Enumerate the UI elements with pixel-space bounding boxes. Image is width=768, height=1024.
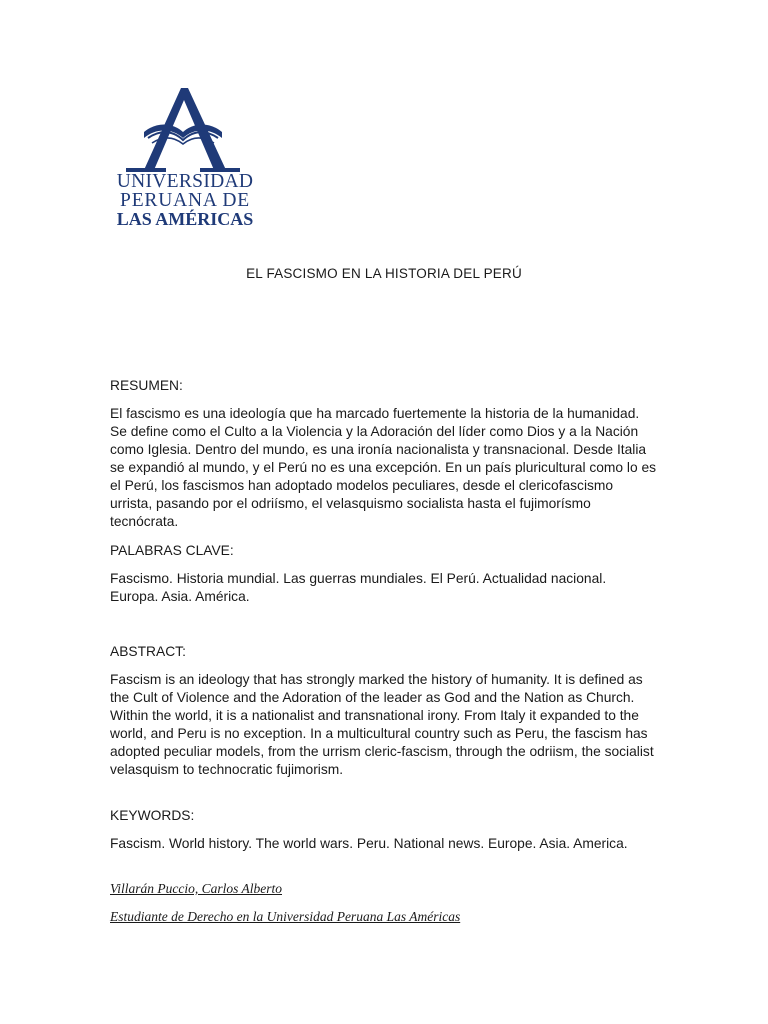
logo-a-book-icon — [108, 86, 258, 176]
keywords-heading: KEYWORDS: — [110, 808, 195, 823]
document-title: EL FASCISMO EN LA HISTORIA DEL PERÚ — [246, 266, 522, 281]
keywords-paragraph: Fascism. World history. The world wars. Peru. National news. Europe. Asia. America. — [110, 836, 628, 851]
abstract-heading: ABSTRACT: — [110, 644, 186, 659]
author-affiliation: Estudiante de Derecho en la Universidad Peruana Las Américas — [110, 909, 461, 924]
abstract-paragraph: Fascism is an ideology that has strongly marked the history of humanity. It is defined as the Cult of Violence and the Adoration of the leader as God and the Nation as Church. Within the world, it is a nationalist and transnational irony. From Italy it expanded to the world, and Peru is no exception. In a multicultural country such as Peru, the fascism has adopted peculiar models, from the urrism cleric-fascism, through the odriism, the socialist velasquism to technocratic fujimorism. — [110, 672, 654, 777]
logo-text-line1: UNIVERSIDAD — [116, 171, 254, 192]
palabras-clave-heading: PALABRAS CLAVE: — [110, 543, 234, 558]
palabras-clave-text — [110, 570, 658, 606]
logo-text-line2: PERUANA DE — [120, 190, 250, 211]
resumen-text — [110, 405, 658, 531]
author-name: Villarán Puccio, Carlos Alberto — [110, 881, 282, 896]
resumen-paragraph: El fascismo es una ideología que ha marcado fuertemente la historia de la humanidad. Se define como el Culto a la Violencia y la Adoración del líder como Dios y a la Nación como Iglesia. Dentro del mundo, es una ironía nacionalista y transnacional. Desde Italia se expandió al mundo, y el Perú no es una excepción. En un país pluricultural como lo es el Perú, los fascismos han adoptado modelos peculiares, desde el clericofascismo urrista, pasando por el odriísmo, el velasquismo socialista hasta el fujimorísmo tecnócrata. — [110, 406, 657, 529]
resumen-heading: RESUMEN: — [110, 378, 183, 393]
abstract-text — [110, 671, 658, 779]
logo-text-line3: LAS AMÉRICAS — [116, 209, 254, 229]
palabras-clave-paragraph: Fascismo. Historia mundial. Las guerras mundiales. El Perú. Actualidad nacional. Europa. Asia. América. — [110, 571, 607, 604]
keywords-text — [110, 835, 658, 853]
